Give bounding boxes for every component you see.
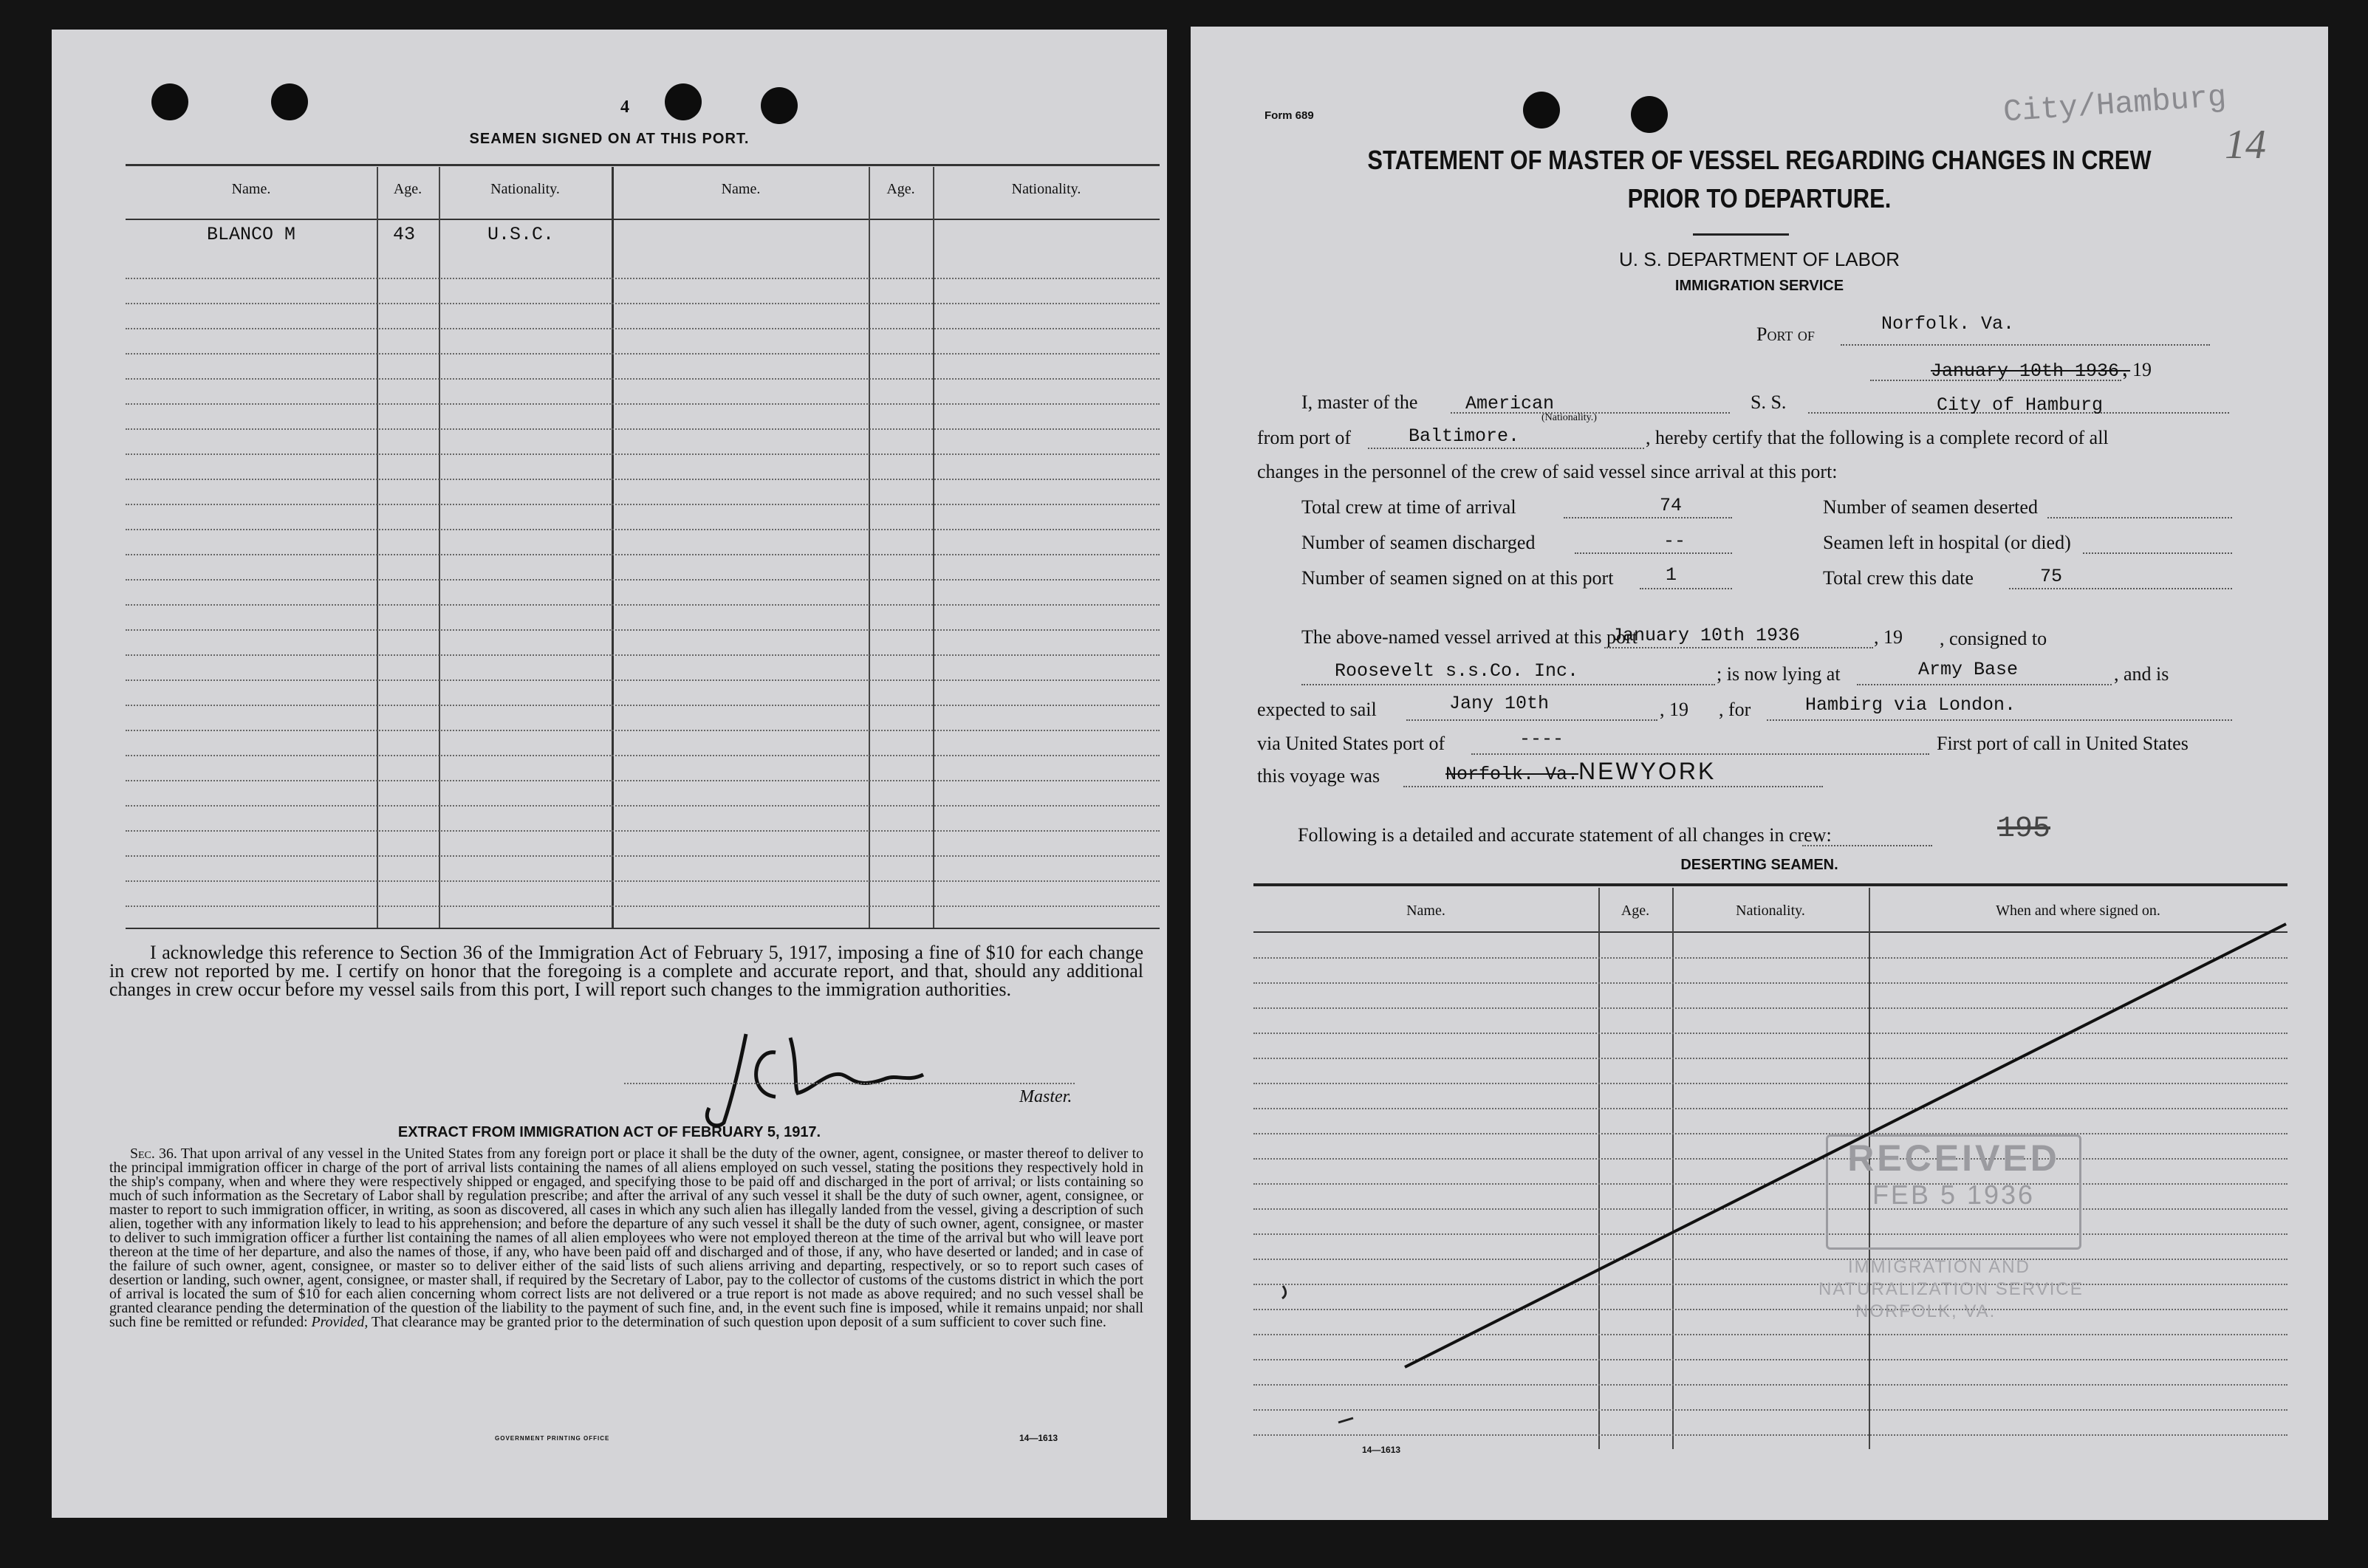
total-crew-date-label: Total crew this date <box>1823 567 1974 589</box>
table-row-rule <box>126 805 1160 807</box>
arrived-value: January 10th 1936 <box>1612 625 1801 646</box>
column-divider <box>869 167 870 929</box>
year-suffix: , 19 <box>2123 359 2152 380</box>
following-number: 195 <box>1997 812 2051 846</box>
nationality-caption: (Nationality.) <box>1541 412 1597 423</box>
right-page <box>1191 27 2328 1520</box>
total-crew-arrival-label: Total crew at time of arrival <box>1301 496 1516 518</box>
extract-lead: Sec. 36. <box>130 1146 177 1162</box>
extract-title: EXTRACT FROM IMMIGRATION ACT OF FEBRUARY 5, 1917. <box>397 1124 821 1140</box>
column-header-name: Name. <box>1406 903 1445 919</box>
via-label: via United States port of <box>1257 733 1445 754</box>
expected-year: , 19 <box>1660 699 1688 720</box>
column-header-nationality: Nationality. <box>1736 903 1805 919</box>
this-voyage-struck: Norfolk. Va. <box>1445 764 1579 785</box>
ss-label: S. S. <box>1751 391 1787 413</box>
hospital-label: Seamen left in hospital (or died) <box>1823 532 2071 553</box>
table-top-rule <box>126 164 1160 166</box>
this-voyage-value: NEWYORK <box>1578 758 1717 784</box>
signed-on-label: Number of seamen signed on at this port <box>1301 567 1614 589</box>
nationality-value: American <box>1465 393 1555 414</box>
table-row-name: BLANCO M <box>207 224 296 245</box>
form-number: Form 689 <box>1265 109 1314 122</box>
page-number: 4 <box>620 97 629 117</box>
lying-label: ; is now lying at <box>1717 663 1841 685</box>
table-row-rule <box>126 830 1160 832</box>
column-divider <box>377 167 378 929</box>
column-header-age: Age. <box>886 181 915 197</box>
service-label: IMMIGRATION SERVICE <box>1674 278 1844 294</box>
cancel-diagonal <box>1191 27 2328 1520</box>
section-title: SEAMEN SIGNED ON AT THIS PORT. <box>469 131 750 147</box>
first-port-label: First port of call in United States <box>1937 733 2189 754</box>
table-row-rule <box>126 905 1160 907</box>
table-row-age: 43 <box>393 224 416 245</box>
via-value: ---- <box>1519 728 1564 750</box>
column-header-signed-on: When and where signed on. <box>1996 903 2160 919</box>
table-row-rule <box>126 428 1160 430</box>
signature-text: J C Lee <box>694 1019 697 1020</box>
table-row-rule <box>126 328 1160 329</box>
table-row-rule <box>126 403 1160 405</box>
extract-proviso-lead: Provided, <box>311 1314 369 1330</box>
column-header-nationality: Nationality. <box>490 181 560 197</box>
form-code: 14—1613 <box>1019 1433 1058 1443</box>
arrived-label: The above-named vessel arrived at this port <box>1301 626 1638 648</box>
following-label: Following is a detailed and accurate statement of all changes in crew: <box>1298 824 1832 846</box>
table-row-rule <box>126 554 1160 555</box>
extract-proviso: That clearance may be granted prior to the determination of such question upon deposit of a sum sufficient to cover such fine. <box>371 1314 1106 1330</box>
table-row-rule <box>126 529 1160 530</box>
table-row-rule <box>126 705 1160 706</box>
stamp-line3: IMMIGRATION AND <box>1848 1257 2030 1277</box>
table-row-rule <box>126 855 1160 857</box>
punch-hole <box>761 87 798 124</box>
department-label: U. S. DEPARTMENT OF LABOR <box>1619 248 1900 270</box>
expected-value: Jany 10th <box>1449 693 1550 714</box>
table-row-rule <box>126 604 1160 606</box>
column-header-age: Age. <box>1621 903 1650 919</box>
table-row-rule <box>126 378 1160 380</box>
consigned-label: , consigned to <box>1940 628 2047 649</box>
table-row-rule <box>126 479 1160 480</box>
column-header-name: Name. <box>231 181 271 197</box>
from-port-value: Baltimore. <box>1409 425 1520 447</box>
changes-text: changes in the personnel of the crew of said vessel since arrival at this port: <box>1257 461 1838 482</box>
port-label: Port of <box>1756 323 1815 345</box>
printer-mark: GOVERNMENT PRINTING OFFICE <box>495 1435 610 1442</box>
master-label: Master. <box>1019 1087 1072 1106</box>
table-row-rule <box>126 278 1160 279</box>
punch-hole <box>665 83 702 120</box>
table-row-rule <box>126 453 1160 455</box>
table-row-rule <box>126 504 1160 505</box>
master-of-label: I, master of the <box>1301 391 1418 413</box>
master-signature <box>694 1019 975 1137</box>
lying-value: Army Base <box>1918 659 2019 680</box>
table-row-rule <box>126 629 1160 631</box>
table-row-rule <box>126 755 1160 756</box>
certify-text: , hereby certify that the following is a complete record of all <box>1646 427 2109 448</box>
table-row-rule <box>126 303 1160 304</box>
extract-text: That upon arrival of any vessel in the United States from any foreign port or place it shall be the duty of the owner, agent, consignee, or master thereof to deliver to the principal immigration officer in charge of the port of arrival lists containing the names of all aliens employed on such vessel, stating the positions they respectively hold in the ship's company, when and where they were respectively shipped or engaged, and specifying those to be paid off and discharged in the port of arrival; or lists containing so much of such information as the Secretary of Labor shall by regulation prescribe; and after the arrival of any such vessel it shall be the duty of such owner, agent, consignee, or master to report to such immigration officer, in writing, as soon as discovered, all cases in which any such alien has illegally landed from the vessel, giving a description of such alien, together with any information likely to lead to his apprehension; and before the departure of any such vessel it shall be the duty of such owner, agent, consignee, or master to deliver to such immigration officer a further list containing the names of all alien employees who were not employed thereon at the time of the arrival but who will leave port thereon at the time of her departure, and also the names of those, if any, who have been paid off and discharged and of those, if any, who have deserted or landed; and in case of the failure of such owner, agent, consignee, or master so to deliver either of the said lists of such aliens arriving and departing, respectively, or so to report such cases of desertion or landing, such owner, agent, consignee, or master shall, if required by the Secretary of Labor, pay to the collector of customs of the customs district in which the port of arrival is located the sum of $10 for each alien concerning whom correct lists are not delivered or a true report is not made as above required; and no such vessel shall be granted clearance pending the determination of the question of the liability to the payment of such fine, and, in the event such fine is imposed, while it remains unpaid; nor shall such fine be remitted or refunded: <box>109 1146 1144 1330</box>
handwritten-note: City/Hamburg <box>2002 79 2228 131</box>
punch-hole <box>271 83 308 120</box>
consignee-value: Roosevelt s.s.Co. Inc. <box>1335 660 1579 682</box>
table-row-rule <box>126 730 1160 731</box>
ship-name: City of Hamburg <box>1937 394 2104 416</box>
corner-number: 14 <box>2225 122 2266 168</box>
stamp-line5: NORFOLK, VA. <box>1855 1301 1996 1321</box>
table-row-rule <box>126 353 1160 355</box>
column-divider <box>933 167 934 929</box>
for-label: , for <box>1719 699 1751 720</box>
date-value: January 10th 1936. <box>1931 360 2131 382</box>
stamp-date: FEB 5 1936 <box>1872 1180 2036 1210</box>
form-title-line1: STATEMENT OF MASTER OF VESSEL REGARDING CHANGES IN CREW <box>1367 145 2152 175</box>
form-code: 14—1613 <box>1362 1445 1401 1455</box>
table-row-rule <box>126 880 1160 882</box>
and-is-label: , and is <box>2114 663 2169 685</box>
table-row-rule <box>126 780 1160 781</box>
stamp-line4: NATURALIZATION SERVICE <box>1818 1279 2084 1299</box>
port-value: Norfolk. Va. <box>1881 313 2015 335</box>
punch-hole <box>151 83 188 120</box>
form-title-line2: PRIOR TO DEPARTURE. <box>1627 183 1892 213</box>
discharged-label: Number of seamen discharged <box>1301 532 1536 553</box>
column-divider <box>612 167 614 929</box>
extract-paragraph <box>109 1147 1143 1329</box>
total-crew-date-value: 75 <box>2040 566 2063 587</box>
deserted-label: Number of seamen deserted <box>1823 496 2038 518</box>
column-header-age: Age. <box>393 181 422 197</box>
table-row-rule <box>126 654 1160 656</box>
this-voyage-label: this voyage was <box>1257 765 1380 787</box>
table-row-rule <box>126 679 1160 681</box>
total-crew-arrival-value: 74 <box>1660 495 1683 516</box>
column-header-nationality: Nationality. <box>1011 181 1081 197</box>
signature-line <box>624 1083 1075 1084</box>
table-bottom-rule <box>126 928 1160 929</box>
arrived-year: , 19 <box>1874 626 1903 648</box>
column-header-name: Name. <box>721 181 761 197</box>
table-row-rule <box>126 579 1160 581</box>
table-row-nationality: U.S.C. <box>487 224 555 245</box>
deserting-title: DESERTING SEAMEN. <box>1680 857 1838 873</box>
destination-value: Hambirg via London. <box>1805 694 2016 716</box>
discharged-value: -- <box>1663 530 1686 552</box>
acknowledgement-text: I acknowledge this reference to Section 36 of the Immigration Act of February 5, 1917, imposing a fine of $10 for each change in crew not reported by me. I certify on honor that the foregoing is a complete and accurate report, and that, should any additional changes in crew occur before my vessel sails from this port, I will report such changes to the immigration authorities. <box>109 942 1143 1000</box>
expected-label: expected to sail <box>1257 699 1377 720</box>
signed-on-value: 1 <box>1666 564 1677 586</box>
column-divider <box>439 167 440 929</box>
left-page <box>52 30 1167 1518</box>
from-port-label: from port of <box>1257 427 1352 448</box>
table-header-rule <box>126 219 1160 220</box>
stamp-received: RECEIVED <box>1847 1137 2060 1179</box>
